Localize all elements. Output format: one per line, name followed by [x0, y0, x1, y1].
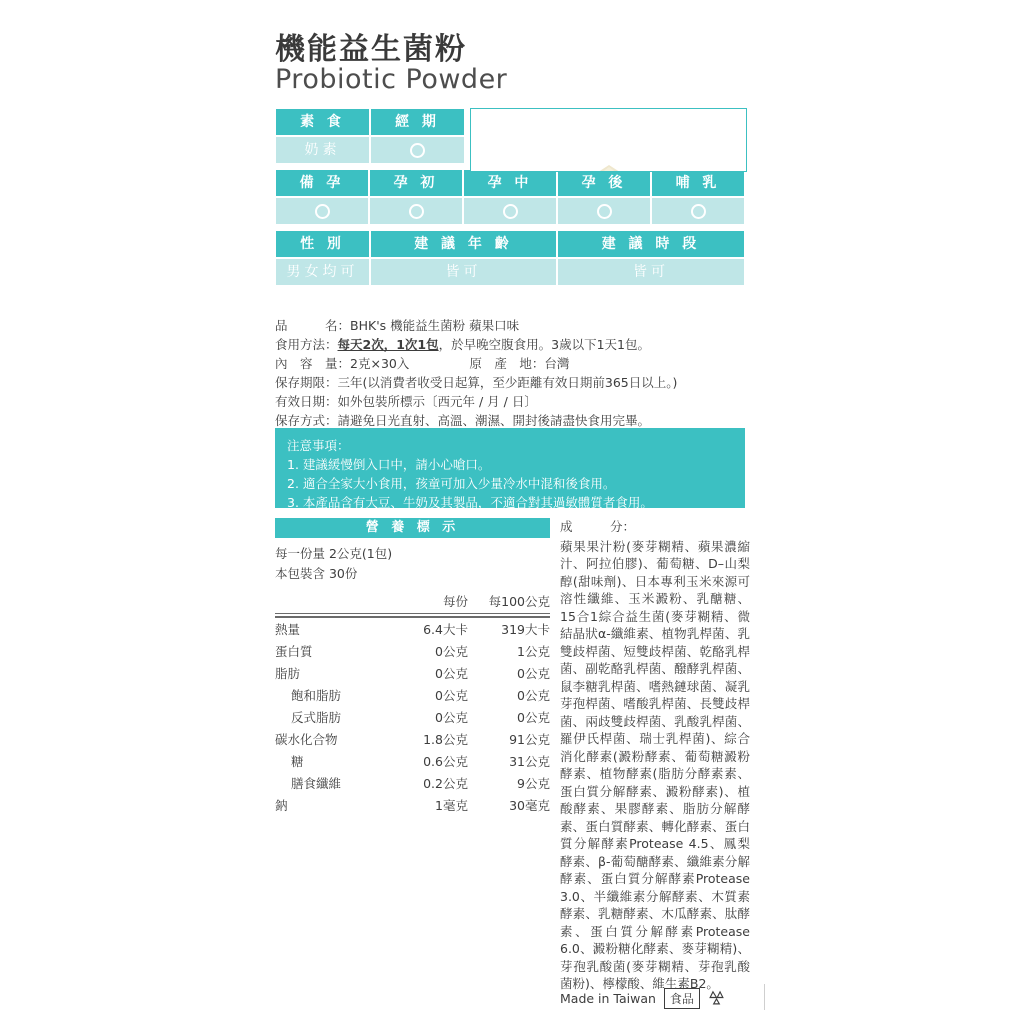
spec-shelflife-line	[275, 373, 745, 392]
attr-row-2-headers	[275, 169, 745, 197]
attr-row-3-values	[275, 258, 745, 286]
spec-content-label: 內 容 量：	[275, 356, 351, 371]
spec-usage-label: 食用方法：	[275, 337, 338, 352]
status-badge: 食品	[664, 988, 700, 1009]
nutrition-100g-8: 30毫克	[509, 798, 550, 813]
nutrition-serving-0: 6.4大卡	[423, 622, 468, 637]
nutrition-serving-7: 0.2公克	[423, 776, 468, 791]
circle-mark	[315, 204, 330, 219]
notice-item-3: 3. 本產品含有大豆、牛奶及其製品，不適合對其過敏體質者食用。	[287, 495, 653, 510]
attr-header-mid-pregnancy: 孕 中	[463, 169, 557, 197]
notice-box	[275, 428, 745, 508]
nutrition-serving-size: 每一份量 2公克(1包)	[275, 546, 393, 561]
page-title-en: Probiotic Powder	[275, 64, 508, 95]
attr-value-vegetarian: 奶素	[275, 136, 370, 164]
attr-header-menstruation: 經 期	[370, 108, 465, 136]
spec-name-line	[275, 316, 745, 335]
nutrition-100g-3: 0公克	[517, 688, 550, 703]
nutrition-col-1: 每份	[388, 590, 468, 614]
attr-header-vegetarian: 素 食	[275, 108, 370, 136]
spec-content-line	[275, 354, 745, 373]
attr-row-2-values	[275, 197, 745, 225]
nutrition-label-5: 碳水化合物	[275, 732, 338, 747]
nutrition-100g-2: 0公克	[517, 666, 550, 681]
attr-value-time: 皆可	[557, 258, 745, 286]
table-row	[275, 772, 550, 794]
attr-value-late-pregnancy	[557, 197, 651, 225]
attr-value-prepregnancy	[275, 197, 369, 225]
attr-header-time: 建 議 時 段	[557, 230, 745, 258]
footer-divider	[764, 984, 765, 1010]
nutrition-100g-6: 31公克	[509, 754, 550, 769]
spec-name-value: BHK's 機能益生菌粉 蘋果口味	[350, 318, 520, 333]
attr-value-menstruation	[370, 136, 465, 164]
table-row	[275, 640, 550, 662]
nutrition-label-2: 脂肪	[275, 666, 301, 681]
spec-origin: 原 產 地：台灣	[469, 356, 570, 371]
attr-header-gender: 性 別	[275, 230, 370, 258]
circle-mark	[409, 204, 424, 219]
table-row	[275, 750, 550, 772]
attr-header-prepregnancy: 備 孕	[275, 169, 369, 197]
spec-content-value: 2克×30入	[350, 356, 410, 371]
table-row	[275, 794, 550, 816]
attr-header-early-pregnancy: 孕 初	[369, 169, 463, 197]
nutrition-servings-per-pack: 本包裝含 30份	[275, 566, 358, 581]
attr-header-age: 建 議 年 齡	[370, 230, 557, 258]
nutrition-serving-1: 0公克	[435, 644, 468, 659]
nutrition-label-1: 蛋白質	[275, 644, 313, 659]
attr-value-breastfeeding	[651, 197, 745, 225]
attr-value-age: 皆可	[370, 258, 557, 286]
circle-mark	[691, 204, 706, 219]
table-row	[275, 728, 550, 750]
attr-value-mid-pregnancy	[463, 197, 557, 225]
nutrition-table	[275, 590, 550, 816]
nutrition-serving-5: 1.8公克	[423, 732, 468, 747]
nutrition-serving-6: 0.6公克	[423, 754, 468, 769]
ingredients-block	[560, 518, 750, 993]
product-spec-block	[275, 316, 745, 430]
nutrition-label-0: 熱量	[275, 622, 301, 637]
nutrition-100g-0: 319大卡	[501, 622, 550, 637]
spec-expiry-line	[275, 392, 745, 411]
nutrition-label-8: 鈉	[275, 798, 288, 813]
nutrition-col-2: 每100公克	[468, 590, 550, 614]
table-row	[275, 662, 550, 684]
spec-name-label: 品 名：	[275, 318, 351, 333]
spec-usage-bold: 每天2次，1次1包	[337, 337, 439, 352]
nutrition-100g-5: 91公克	[509, 732, 550, 747]
nutrition-facts	[275, 518, 550, 816]
spec-shelflife-value: 三年(以消費者收受日起算，至少距離有效日期前365日以上。)	[337, 375, 678, 390]
spec-storage-value: 請避免日光直射、高溫、潮濕、開封後請盡快食用完畢。	[337, 413, 651, 428]
attr-value-early-pregnancy	[369, 197, 463, 225]
footer	[560, 988, 760, 1009]
circle-mark	[503, 204, 518, 219]
notice-item-2: 2. 適合全家大小食用，孩童可加入少量冷水中混和後食用。	[287, 476, 616, 491]
nutrition-label-3: 飽和脂肪	[291, 688, 342, 703]
table-row	[275, 617, 550, 640]
recycle-icon	[708, 989, 725, 1009]
notice-title: 注意事項：	[287, 438, 350, 453]
circle-mark	[597, 204, 612, 219]
spec-expiry-label: 有效日期：	[275, 394, 338, 409]
powder-pile-highlight	[569, 167, 649, 172]
attr-header-breastfeeding: 哺 乳	[651, 169, 745, 197]
ingredients-title: 成 分：	[560, 519, 636, 534]
nutrition-label-6: 糖	[291, 754, 304, 769]
spec-usage-rest: ，於早晚空腹食用。3歲以下1天1包。	[438, 337, 650, 352]
nutrition-serving-4: 0公克	[435, 710, 468, 725]
attr-row-3-headers	[275, 230, 745, 258]
nutrition-100g-4: 0公克	[517, 710, 550, 725]
made-in-label: Made in Taiwan	[560, 991, 656, 1006]
ingredients-text: 蘋果果汁粉(麥芽糊精、蘋果濃縮汁、阿拉伯膠)、葡萄糖、D–山梨醇(甜味劑)、日本專利玉米來源可溶性纖維、玉米澱粉、乳醣糖、15合1綜合益生菌(麥芽糊精、微結晶狀α-纖維素、植物乳桿菌、乳雙歧桿菌、短雙歧桿菌、乾酪乳桿菌、副乾酪乳桿菌、醱酵乳桿菌、鼠李糖乳桿菌、嗜熱鏈球菌、凝乳芽孢桿菌、嗜酸乳桿菌、長雙歧桿菌、兩歧雙歧桿菌、乳酸乳桿菌、羅伊氏桿菌、瑞士乳桿菌)、綜合消化酵素(澱粉酵素、葡萄糖澱粉酵素、植物酵素(脂肪分酵素素、蛋白質分解酵素、澱粉酵素)、植酸酵素、果膠酵素、脂肪分解酵素、蛋白質酵素、轉化酵素、蛋白質分解酵素Protease 4.5、鳳梨酵素、β-葡萄醣酵素、纖維素分解酵素、蛋白質分解酵素Protease 3.0、半纖維素分解酵素、木質素酵素、乳糖酵素、木瓜酵素、肽酵素、蛋白質分解酵素Protease 6.0、澱粉糖化酵素、麥芽糊精)、芽孢乳酸菌(麥芽糊精、芽孢乳酸菌粉)、檸檬酸、維生素B2。	[560, 538, 750, 991]
spec-storage-label: 保存方式：	[275, 413, 338, 428]
spec-expiry-value: 如外包裝所標示〔西元年 / 月 / 日〕	[337, 394, 537, 409]
attr-value-gender: 男女均可	[275, 258, 370, 286]
nutrition-label-4: 反式脂肪	[291, 710, 342, 725]
table-row	[275, 684, 550, 706]
page-title-zh: 機能益生菌粉	[275, 32, 467, 67]
nutrition-serving-3: 0公克	[435, 688, 468, 703]
nutrition-serving-8: 1毫克	[435, 798, 468, 813]
nutrition-100g-7: 9公克	[517, 776, 550, 791]
notice-item-1: 1. 建議緩慢倒入口中，請小心嗆口。	[287, 457, 491, 472]
nutrition-serving-2: 0公克	[435, 666, 468, 681]
spec-usage-line	[275, 335, 745, 354]
attr-header-late-pregnancy: 孕 後	[557, 169, 651, 197]
nutrition-label-7: 膳食纖維	[291, 776, 342, 791]
spec-shelflife-label: 保存期限：	[275, 375, 338, 390]
nutrition-title: 營 養 標 示	[275, 518, 550, 538]
product-image	[470, 108, 747, 172]
nutrition-col-headers	[275, 590, 550, 614]
nutrition-100g-1: 1公克	[517, 644, 550, 659]
table-row	[275, 706, 550, 728]
circle-mark	[410, 143, 425, 158]
nutrition-col-0	[275, 590, 388, 614]
